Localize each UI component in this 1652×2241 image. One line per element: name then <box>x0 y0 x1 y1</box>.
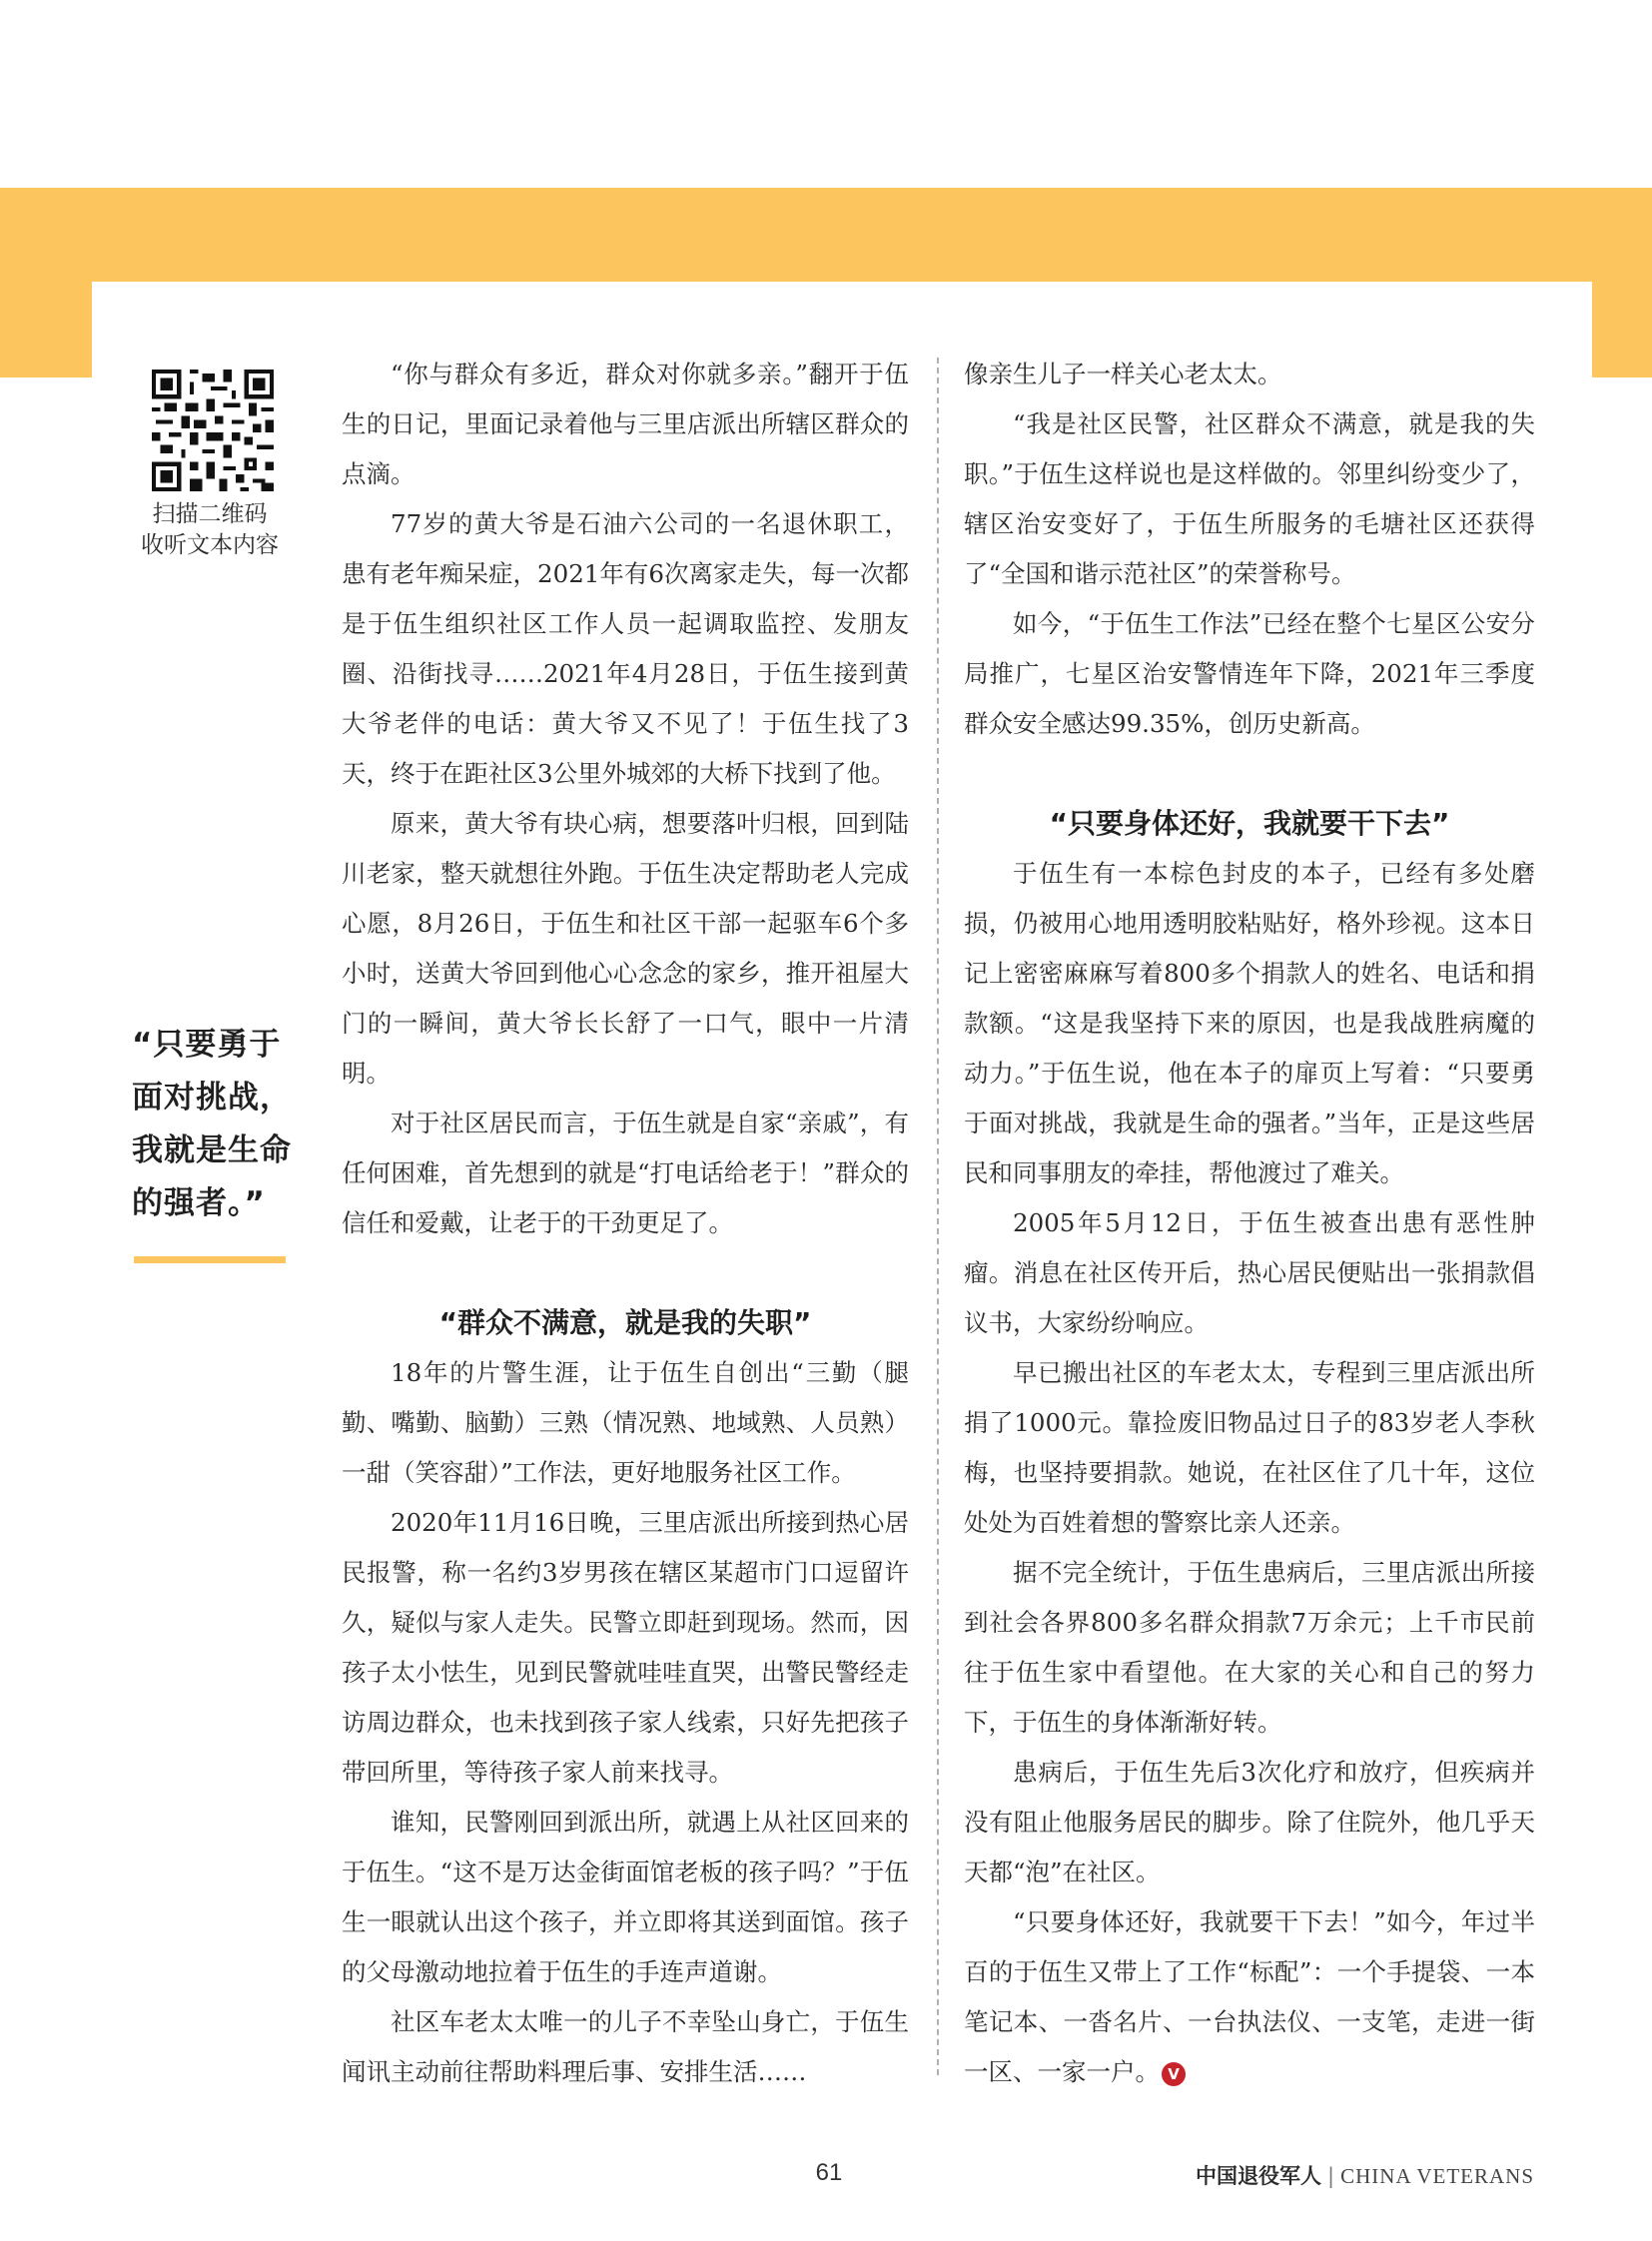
magazine-name-cn: 中国退役军人 <box>1196 2164 1322 2188</box>
pull-quote-line: 面对挑战， <box>132 1080 292 1116</box>
qr-caption-line: 扫描二维码 <box>152 501 268 527</box>
paragraph: 18年的片警生涯，让于伍生自创出“三勤（腿勤、嘴勤、脑勤）三熟（情况熟、地域熟、人员熟）一甜（笑容甜）”工作法，更好地服务社区工作。 <box>342 1358 909 1487</box>
pull-quote-line: 的强者。” <box>132 1185 266 1221</box>
paragraph: 谁知，民警刚回到派出所，就遇上从社区回来的于伍生。“这不是万达金街面馆老板的孩子吗？”于伍生一眼就认出这个孩子，并立即将其送到面馆。孩子的父母激动地拉着于伍生的手连声道谢。 <box>342 1808 909 1986</box>
paragraph: 原来，黄大爷有块心病，想要落叶归根，回到陆川老家，整天就想往外跑。于伍生决定帮助老人完成心愿，8月26日，于伍生和社区干部一起驱车6个多小时，送黄大爷回到他心心念念的家乡，推开祖屋大门的一瞬间，黄大爷长长舒了一口气，眼中一片清明。 <box>342 809 909 1088</box>
qr-code-icon[interactable] <box>152 370 274 491</box>
page-number: 61 <box>815 2159 843 2186</box>
paragraph: 患病后，于伍生先后3次化疗和放疗，但疾病并没有阻止他服务居民的脚步。除了住院外，他几乎天天都“泡”在社区。 <box>964 1758 1535 1886</box>
spacer <box>342 1248 909 1298</box>
spacer <box>964 749 1535 799</box>
pull-quote-rule <box>134 1256 286 1263</box>
paragraph: 像亲生儿子一样关心老太太。 <box>964 360 1282 388</box>
column-divider <box>937 358 939 2075</box>
end-mark-icon: V <box>1162 2062 1186 2086</box>
magazine-footer <box>1196 2160 1534 2190</box>
section-heading: “群众不满意，就是我的失职” <box>438 1306 812 1339</box>
pull-quote-line: “只要勇于 <box>132 1027 282 1063</box>
qr-caption <box>120 499 300 561</box>
section-heading: “只要身体还好，我就要干下去” <box>1049 807 1450 840</box>
paragraph: 早已搬出社区的车老太太，专程到三里店派出所捐了1000元。靠捡废旧物品过日子的83岁老人李秋梅，也坚持要捐款。她说，在社区住了几十年，这位处处为百姓着想的警察比亲人还亲。 <box>964 1358 1535 1537</box>
paragraph: 77岁的黄大爷是石油六公司的一名退休职工，患有老年痴呆症，2021年有6次离家走失，每一次都是于伍生组织社区工作人员一起调取监控、发朋友圈、沿街找寻……2021年4月28日，于伍生接到黄大爷老伴的电话：黄大爷又不见了！于伍生找了3天，终于在距社区3公里外城郊的大桥下找到了他。 <box>342 509 909 788</box>
paragraph: 对于社区居民而言，于伍生就是自家“亲戚”，有任何困难，首先想到的就是“打电话给老于！”群众的信任和爱戴，让老于的干劲更足了。 <box>342 1109 909 1237</box>
paragraph-text: “只要身体还好，我就要干下去！”如今，年过半百的于伍生又带上了工作“标配”：一个手提袋、一本笔记本、一沓名片、一台执法仪、一支笔，走进一街一区、一家一户。 <box>964 1907 1535 2086</box>
pull-quote <box>132 1019 304 1230</box>
article-column-right <box>964 350 1535 2097</box>
footer-separator: | <box>1327 2164 1335 2188</box>
paragraph: 2005年5月12日，于伍生被查出患有恶性肿瘤。消息在社区传开后，热心居民便贴出一张捐款倡议书，大家纷纷响应。 <box>964 1208 1535 1337</box>
qr-caption-line: 收听文本内容 <box>141 532 279 558</box>
paragraph: 2020年11月16日晚，三里店派出所接到热心居民报警，称一名约3岁男孩在辖区某超市门口逗留许久，疑似与家人走失。民警立即赶到现场。然而，因孩子太小怯生，见到民警就哇哇直哭，出警民警经走访周边群众，也未找到孩子家人线索，只好先把孩子带回所里，等待孩子家人前来找寻。 <box>342 1508 909 1787</box>
article-column-left <box>342 350 909 2097</box>
magazine-name-en: CHINA VETERANS <box>1340 2164 1534 2188</box>
paragraph: 据不完全统计，于伍生患病后，三里店派出所接到社会各界800多名群众捐款7万余元；上千市民前往于伍生家中看望他。在大家的关心和自己的努力下，于伍生的身体渐渐好转。 <box>964 1558 1535 1737</box>
paragraph: “你与群众有多近，群众对你就多亲。”翻开于伍生的日记，里面记录着他与三里店派出所辖区群众的点滴。 <box>342 360 909 488</box>
paragraph: 社区车老太太唯一的儿子不幸坠山身亡，于伍生闻讯主动前往帮助料理后事、安排生活…… <box>342 2007 909 2086</box>
pull-quote-line: 我就是生命 <box>132 1132 292 1168</box>
paragraph: “我是社区民警，社区群众不满意，就是我的失职。”于伍生这样说也是这样做的。邻里纠纷变少了，辖区治安变好了，于伍生所服务的毛塘社区还获得了“全国和谐示范社区”的荣誉称号。 <box>964 409 1535 588</box>
paragraph: 于伍生有一本棕色封皮的本子，已经有多处磨损，仍被用心地用透明胶粘贴好，格外珍视。这本日记上密密麻麻写着800多个捐款人的姓名、电话和捐款额。“这是我坚持下来的原因，也是我战胜病魔的动力。”于伍生说，他在本子的扉页上写着：“只要勇于面对挑战，我就是生命的强者。”当年，正是这些居民和同事朋友的牵挂，帮他渡过了难关。 <box>964 859 1535 1187</box>
paragraph-last <box>964 1897 1535 2097</box>
paragraph: 如今，“于伍生工作法”已经在整个七星区公安分局推广，七星区治安警情连年下降，2021年三季度群众安全感达99.35%，创历史新高。 <box>964 609 1535 738</box>
